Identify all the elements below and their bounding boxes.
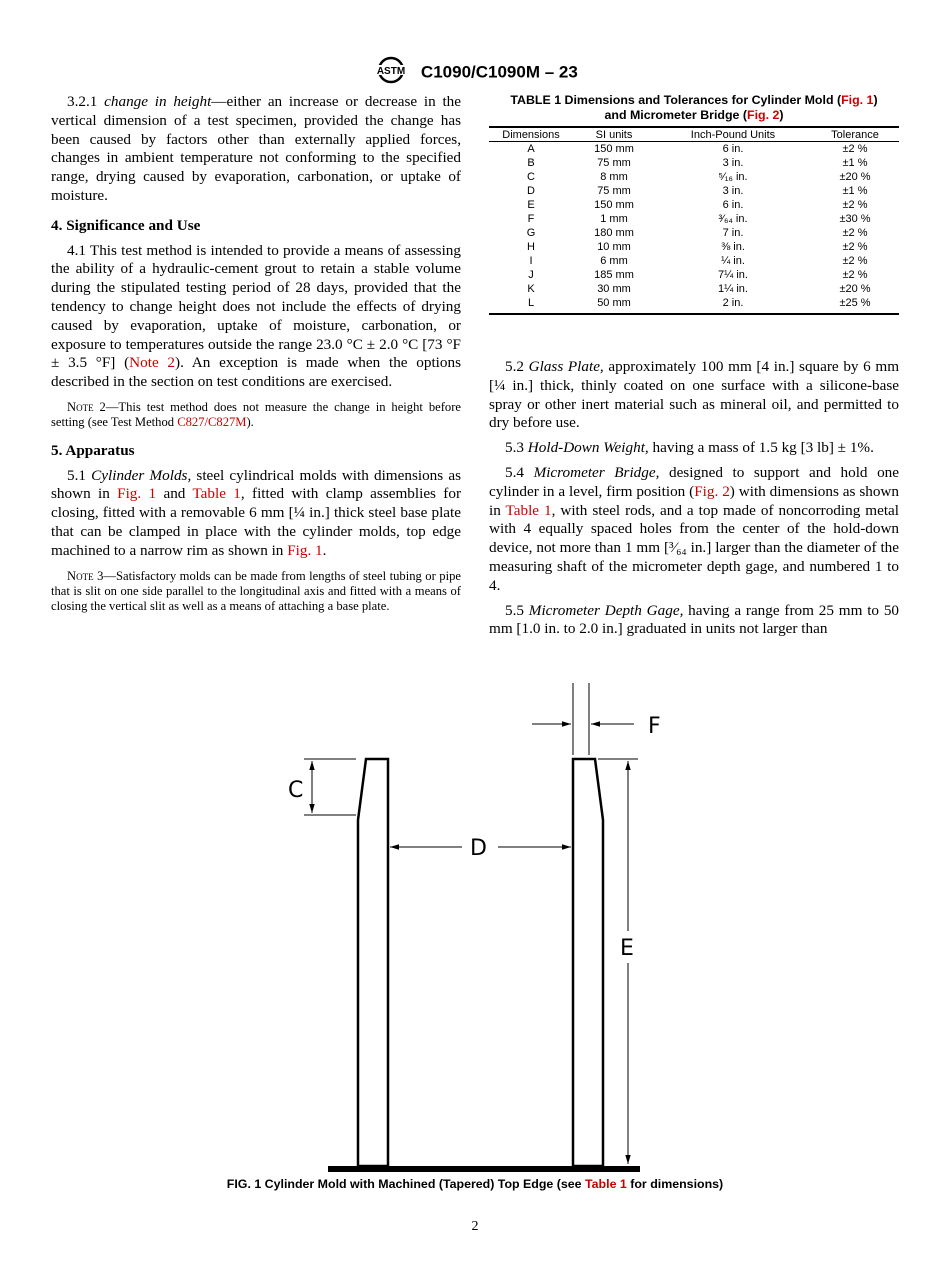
table-cell: 6 in. [722, 199, 744, 211]
table-cell: J [528, 269, 534, 281]
fig-1-link[interactable]: Fig. 1 [841, 93, 874, 107]
table-cell: 75 mm [597, 185, 631, 197]
table-cell: ±2 % [842, 269, 868, 281]
table-cell: 7 in. [722, 227, 744, 239]
paragraph-5-1: 5.1 Cylinder Molds, steel cylindrical molds with dimensions as shown in Fig. 1 and Table 1, fitted with clamp assemblies for closing, fitted with a removable 6 mm [¼ in.] thick steel base plate that can be clamped in place with the cylinder molds, top edge machined to a narrow rim as shown in Fig. 1. [51, 466, 462, 559]
label-d: D [470, 836, 487, 861]
table-1-link[interactable]: Table 1 [585, 1177, 627, 1191]
table-1-link[interactable]: Table 1 [505, 501, 552, 519]
table-1-link[interactable]: Table 1 [192, 485, 241, 503]
table-1-block [489, 93, 899, 315]
paragraph-5-4: 5.4 Micrometer Bridge, designed to support and hold one cylinder in a level, firm position (Fig. 2) with dimensions as shown in Table 1, with steel rods, and a top made of noncorroding metal with 4 equally spaced holes from the center of the hold-down device, not more than 1 mm [³⁄₆₄ in.] larger than the diameter of the measuring shaft of the micrometer depth gage, and numbered 1 to 4. [489, 463, 900, 594]
table-cell: F [527, 213, 535, 225]
table-cell: C [527, 171, 535, 183]
page-number: 2 [471, 1219, 479, 1234]
table-cell: 6 mm [600, 255, 628, 267]
table-cell: L [489, 296, 573, 314]
table-cell: ±25 % [811, 296, 899, 314]
table-cell: ±30 % [839, 213, 871, 225]
table-cell: I [529, 255, 533, 267]
fig-1-link[interactable]: Fig. 1 [287, 541, 323, 559]
table-row [489, 142, 899, 157]
table-header-row [489, 127, 899, 142]
fig-2-link[interactable]: Fig. 2 [694, 482, 730, 500]
logo-text: ASTM [377, 66, 406, 77]
table-row [489, 212, 899, 226]
astm-logo-icon [372, 56, 410, 89]
table-cell: ±2 % [842, 199, 868, 211]
table-row [489, 226, 899, 240]
table-row [489, 198, 899, 212]
note-3: Note 3—Satisfactory molds can be made from lengths of steel tubing or pipe that is slit on one side parallel to the longitudinal axis and fitted with a means of closing the vertical slit as well as a means of attaching a base plate. [51, 568, 461, 614]
table-cell: ⁵⁄₁₆ in. [718, 171, 748, 183]
table-row [489, 296, 899, 314]
table-cell: 150 mm [594, 199, 634, 211]
table-cell: E [527, 199, 535, 211]
table-cell: ±2 % [842, 255, 868, 267]
table-cell: K [527, 283, 535, 295]
right-column [489, 358, 899, 639]
table-cell: ±20 % [839, 283, 871, 295]
paragraph-5-3: 5.3 Hold-Down Weight, having a mass of 1.5 kg [3 lb] ± 1%. [505, 439, 874, 457]
table-cell: G [526, 227, 536, 239]
column-header: Dimensions [489, 127, 573, 142]
table-cell: ±2 % [842, 241, 868, 253]
left-column [51, 93, 461, 623]
table-row [489, 268, 899, 282]
note-2-link[interactable]: Note 2 [129, 354, 176, 372]
figure-1-diagram [270, 675, 690, 1175]
table-cell: 3 in. [722, 157, 744, 169]
table-cell: 7¼ in. [718, 269, 748, 281]
table-cell: ±1 % [842, 185, 868, 197]
table-cell: 6 in. [722, 143, 744, 155]
table-cell: 50 mm [573, 296, 655, 314]
table-cell: 10 mm [597, 241, 631, 253]
column-header: Inch-Pound Units [655, 127, 811, 142]
label-f: F [648, 714, 661, 739]
page-header [0, 56, 950, 89]
table-body [489, 142, 899, 315]
table-cell: 3 in. [722, 185, 744, 197]
document-designation: C1090/C1090M – 23 [420, 62, 578, 82]
paragraph-3-2-1: 3.2.1 change in height—either an increase or decrease in the vertical dimension of a test specimen, provided the change has been caused by factors other than externally applied forces, changes in ambient temperature not conforming to the specified range, drying caused by evaporation, carbonation, or uptake of moisture. [51, 93, 461, 204]
table-row [489, 240, 899, 254]
section-5-title: 5. Apparatus [51, 441, 135, 459]
table-cell: ±1 % [842, 157, 868, 169]
note-2: Note 2—This test method does not measure the change in height before setting (see Test Method C827/C827M). [51, 399, 461, 430]
table-cell: D [527, 185, 535, 197]
table-cell: B [527, 157, 535, 169]
column-header: Tolerance [811, 127, 899, 142]
table-cell: ±20 % [839, 171, 871, 183]
table-cell: 2 in. [655, 296, 811, 314]
column-header: SI units [573, 127, 655, 142]
paragraph-5-2: 5.2 Glass Plate, approximately 100 mm [4 in.] square by 6 mm [¼ in.] thick, thinly coated on one surface with a silicone-base spray or other inert material such as mineral oil, and permitted to dry before use. [489, 358, 900, 432]
label-e: E [620, 936, 634, 961]
table-row [489, 184, 899, 198]
table-cell: 185 mm [594, 269, 634, 281]
table-cell: 150 mm [594, 143, 634, 155]
fig-2-link[interactable]: Fig. 2 [747, 108, 780, 122]
paragraph-5-5: 5.5 Micrometer Depth Gage, having a range from 25 mm to 50 mm [1.0 in. to 2.0 in.] graduated in units not larger than [489, 601, 900, 638]
table-cell: 8 mm [600, 171, 628, 183]
table-cell: 75 mm [597, 157, 631, 169]
paragraph-4-1: 4.1 This test method is intended to provide a means of assessing the ability of a hydraulic-cement grout to retain a stable volume during the stipulated testing period of 28 days, provided that the tendency to change height does not include the effects of drying caused by evaporation, uptake of moisture, carbonation, or exposure to temperatures outside the range 23.0 °C ± 2.0 °C [73 °F ± 3.5 °F] (Note 2). An exception is made when the options described in the section on test conditions are exercised. [51, 241, 461, 391]
c827-link[interactable]: C827/C827M [177, 415, 247, 430]
table-cell: 1¼ in. [718, 283, 748, 295]
table-cell: 30 mm [597, 283, 631, 295]
dimensions-table [489, 126, 899, 315]
table-cell: 180 mm [594, 227, 634, 239]
left-mold-wall [358, 759, 388, 1166]
section-4-title: 4. Significance and Use [51, 216, 201, 234]
table-cell: 1 mm [600, 213, 628, 225]
table-row [489, 156, 899, 170]
label-c: C [288, 778, 304, 803]
right-mold-wall [573, 759, 603, 1166]
table-row [489, 254, 899, 268]
table-cell: ±2 % [842, 143, 868, 155]
table-cell: ³⁄₆₄ in. [718, 213, 748, 225]
fig-1-link[interactable]: Fig. 1 [117, 485, 157, 503]
table-cell: ±2 % [842, 227, 868, 239]
table-1-caption: TABLE 1 Dimensions and Tolerances for Cylinder Mold (Fig. 1) and Micrometer Bridge (Fig. 2) [510, 93, 878, 122]
table-row [489, 282, 899, 296]
table-cell: H [527, 241, 535, 253]
figure-1-caption: FIG. 1 Cylinder Mold with Machined (Tapered) Top Edge (see Table 1 for dimensions) [226, 1177, 724, 1191]
table-cell: ⅜ in. [721, 241, 745, 253]
table-row [489, 170, 899, 184]
table-cell: A [527, 143, 535, 155]
table-cell: ¼ in. [721, 255, 745, 267]
